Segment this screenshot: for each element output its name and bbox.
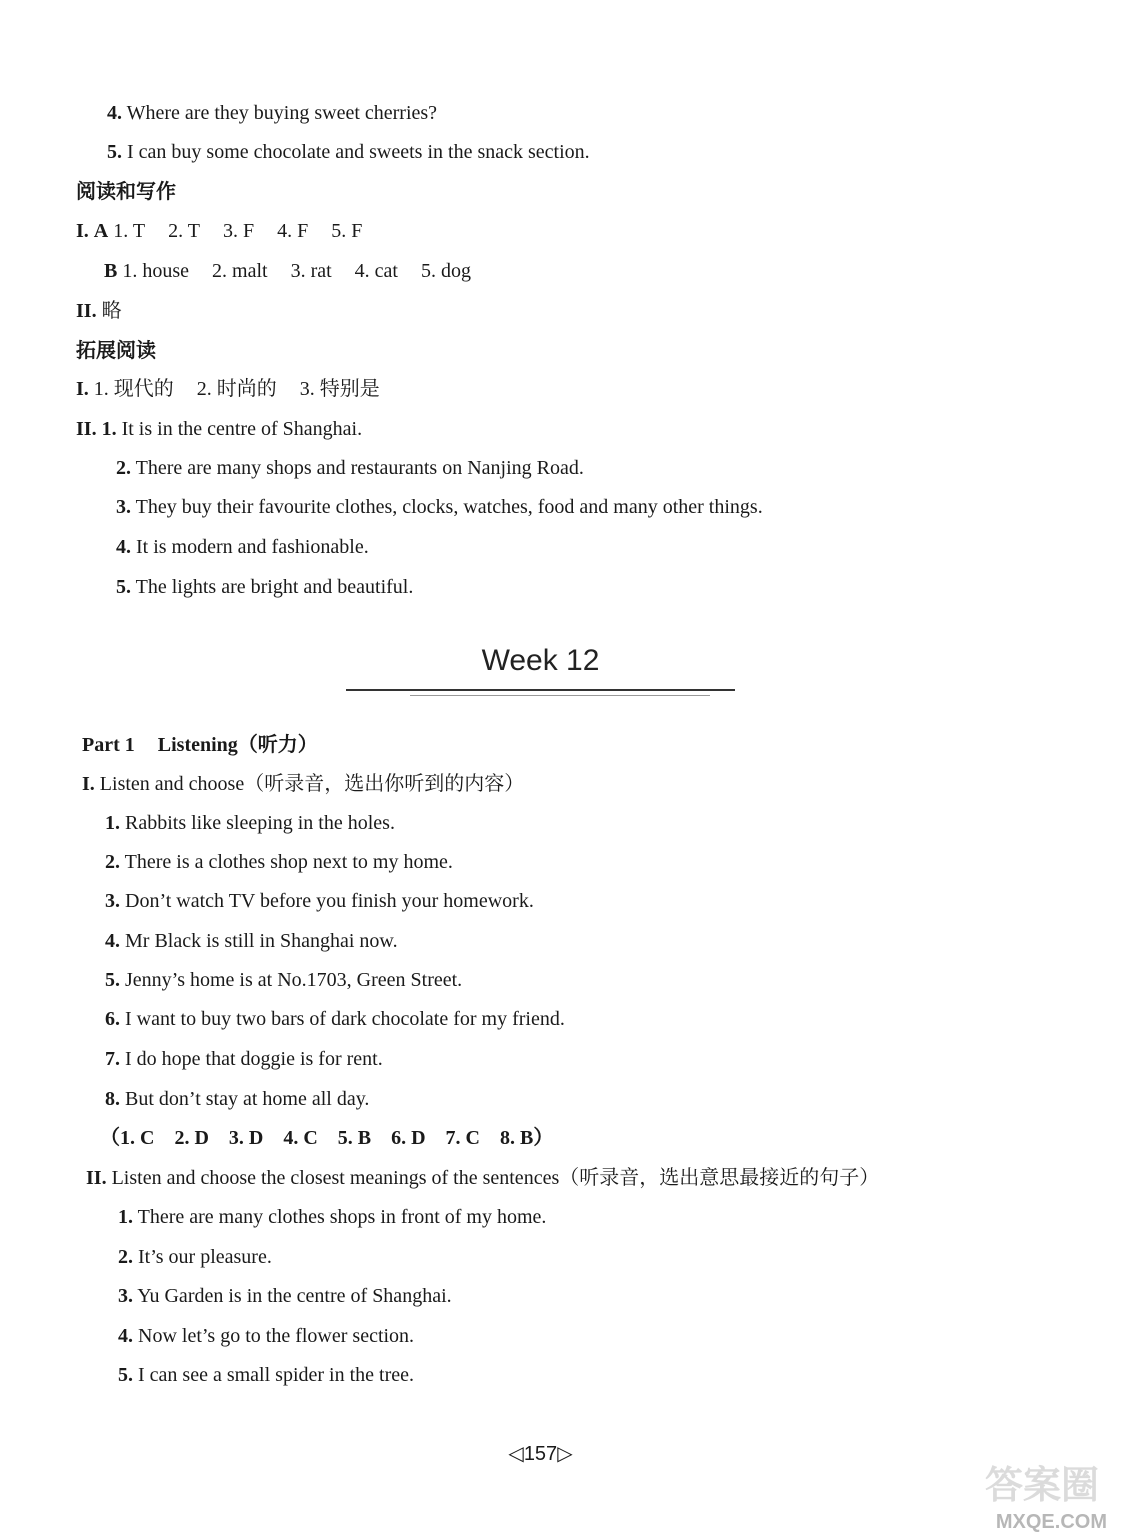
answer-line: 4. Where are they buying sweet cherries? <box>107 102 438 124</box>
answer-line-part-a: I. A 1. T 2. T 3. F 4. F 5. F <box>76 220 363 242</box>
divider <box>346 689 735 691</box>
watermark-text: MXQE.COM <box>995 1511 1107 1533</box>
left-chevron-icon: ◁ <box>508 1443 524 1465</box>
answer-item: 1. 现代的 <box>93 378 174 400</box>
right-chevron-icon: ▷ <box>557 1443 573 1465</box>
part-heading: Part 1 Listening（听力） <box>82 734 318 756</box>
answer-item: 1. T <box>113 220 146 242</box>
section-title-ii: II. Listen and choose the closest meanings of the sentences（听录音，选出意思最接近的句子） <box>86 1167 880 1189</box>
watermark-logo-glyphs: 答案圈 <box>985 1463 1100 1507</box>
answer-item: 4. cat <box>354 260 398 282</box>
answer-line-ext-ii-5: 5. The lights are bright and beautiful. <box>116 576 414 598</box>
list-item: 2. It’s our pleasure. <box>118 1246 272 1268</box>
answer-item: 4. F <box>277 220 309 242</box>
answer-item: 3. 特别是 <box>299 378 380 400</box>
list-item: 4. Now let’s go to the flower section. <box>118 1325 415 1347</box>
answer-line-ext-ii-4: 4. It is modern and fashionable. <box>116 536 369 558</box>
answer-line-ext-ii-2: 2. There are many shops and restaurants on Nanjing Road. <box>116 457 584 479</box>
list-item: 1. There are many clothes shops in front of my home. <box>118 1206 547 1228</box>
answer-item: 2. malt <box>212 260 268 282</box>
list-item: 6. I want to buy two bars of dark chocolate for my friend. <box>105 1008 565 1030</box>
list-item: 5. Jenny’s home is at No.1703, Green Street. <box>105 969 463 991</box>
answer-line-part-b: B 1. house 2. malt 3. rat 4. cat 5. dog <box>104 260 471 282</box>
answer-item: 5. F <box>331 220 363 242</box>
section-heading-extended-reading: 拓展阅读 <box>76 338 156 362</box>
answer-item: 3. rat <box>290 260 332 282</box>
divider-thin <box>410 695 710 696</box>
answer-item: 3. F <box>222 220 255 242</box>
page-number: ◁157▷ <box>508 1443 573 1465</box>
answer-line-part-ii: II. 略 <box>76 300 122 322</box>
answer-item: 2. 时尚的 <box>196 378 277 400</box>
list-item: 1. Rabbits like sleeping in the holes. <box>105 812 395 834</box>
list-item: 2. There is a clothes shop next to my home. <box>105 851 453 873</box>
list-item: 3. Yu Garden is in the centre of Shanghai. <box>118 1285 452 1307</box>
list-item: 8. But don’t stay at home all day. <box>105 1088 370 1110</box>
answer-item: 2. T <box>168 220 200 242</box>
section-title-i: I. Listen and choose（听录音，选出你听到的内容） <box>82 773 525 795</box>
answer-line: 5. I can buy some chocolate and sweets in the snack section. <box>107 141 590 163</box>
list-item: 4. Mr Black is still in Shanghai now. <box>105 930 398 952</box>
week-title: Week 12 <box>481 644 600 677</box>
answer-key: （1. C 2. D 3. D 4. C 5. B 6. D 7. C 8. B） <box>100 1127 554 1149</box>
answer-line-ext-ii-3: 3. They buy their favourite clothes, clocks, watches, food and many other things. <box>116 496 763 518</box>
answer-line-ext-i: I. 1. 现代的 2. 时尚的 3. 特别是 <box>76 378 380 400</box>
answer-item: 5. dog <box>420 260 471 282</box>
list-item: 5. I can see a small spider in the tree. <box>118 1364 414 1386</box>
answer-item: 1. house <box>122 260 190 282</box>
answer-line-ext-ii-1: II. 1. It is in the centre of Shanghai. <box>76 418 363 440</box>
list-item: 7. I do hope that doggie is for rent. <box>105 1048 383 1070</box>
list-item: 3. Don’t watch TV before you finish your homework. <box>105 890 534 912</box>
section-heading-reading-writing: 阅读和写作 <box>76 179 176 203</box>
